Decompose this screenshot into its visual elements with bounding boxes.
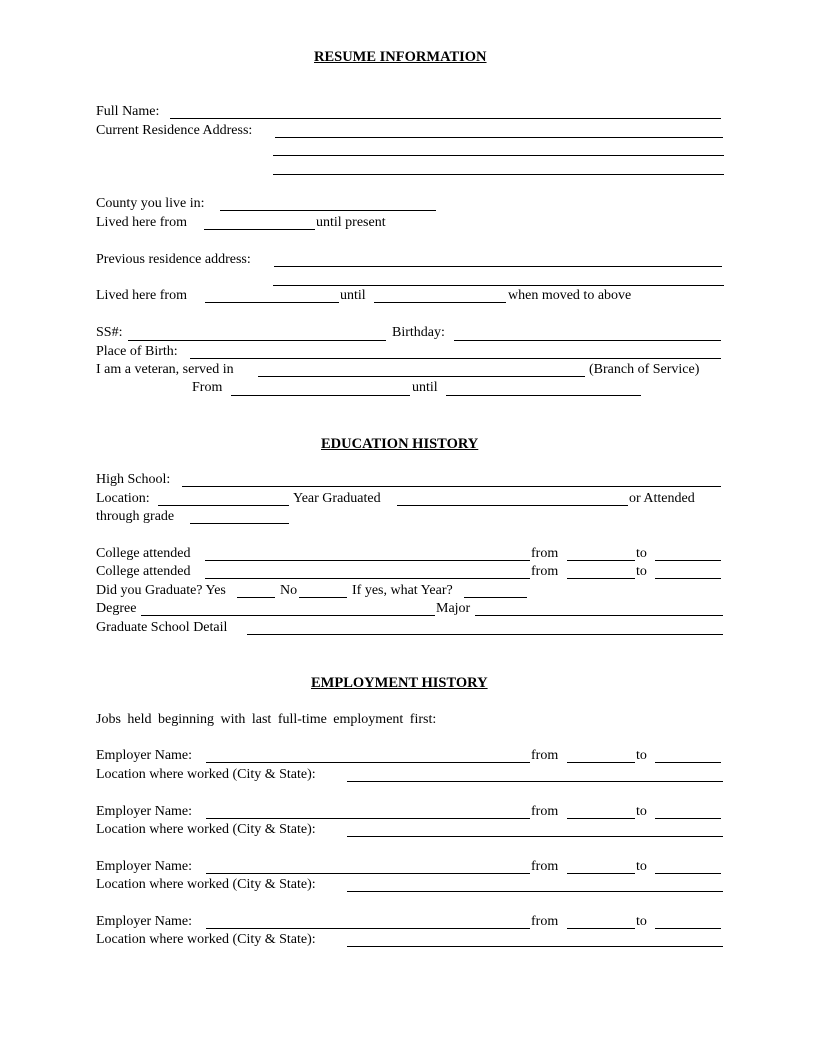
college2-field[interactable] [205,578,530,579]
until-present-label: until present [316,215,386,230]
employer2-location-label: Location where worked (City & State): [96,822,316,837]
resume-section-title: RESUME INFORMATION [314,49,487,65]
through-grade-field[interactable] [190,523,289,524]
county-field[interactable] [220,210,436,211]
college2-from-field[interactable] [567,578,635,579]
high-school-label: High School: [96,472,171,487]
birthday-field[interactable] [454,340,721,341]
veteran-label: I am a veteran, served in [96,362,234,377]
college1-to-field[interactable] [655,560,721,561]
employer1-location-field[interactable] [347,781,723,782]
employer2-name-label: Employer Name: [96,804,193,819]
employer3-from-label: from [531,859,559,874]
lived-from2-label: Lived here from [96,288,187,303]
college1-from-label: from [531,546,559,561]
college1-to-label: to [636,546,647,561]
employer1-location-label: Location where worked (City & State): [96,767,316,782]
degree-field[interactable] [141,615,435,616]
employer4-location-field[interactable] [347,946,723,947]
or-attended-label: or Attended [629,491,695,506]
service-from-field[interactable] [231,395,410,396]
college2-label: College attended [96,564,191,579]
did-graduate-label: Did you Graduate? Yes [96,583,226,598]
place-of-birth-field[interactable] [190,358,721,359]
employer1-name-label: Employer Name: [96,748,193,763]
lived-from-label: Lived here from [96,215,187,230]
hs-location-field[interactable] [158,505,289,506]
employer2-to-field[interactable] [655,818,721,819]
college1-label: College attended [96,546,191,561]
previous-address-label: Previous residence address: [96,252,251,267]
employer3-location-label: Location where worked (City & State): [96,877,316,892]
current-address-label: Current Residence Address: [96,123,253,138]
employer4-name-label: Employer Name: [96,914,193,929]
branch-label: (Branch of Service) [589,362,700,377]
graduate-yes-field[interactable] [237,597,275,598]
employer2-from-field[interactable] [567,818,635,819]
degree-label: Degree [96,601,137,616]
current-address-line-3[interactable] [273,174,724,175]
employer3-location-field[interactable] [347,891,723,892]
service-until-label: until [412,380,438,395]
employer1-to-label: to [636,748,647,763]
college1-field[interactable] [205,560,530,561]
previous-until-field[interactable] [374,302,506,303]
current-address-line-2[interactable] [273,155,724,156]
employer4-from-field[interactable] [567,928,635,929]
employer1-to-field[interactable] [655,762,721,763]
employer3-name-label: Employer Name: [96,859,193,874]
employer3-to-label: to [636,859,647,874]
service-until-field[interactable] [446,395,641,396]
employer3-name-field[interactable] [206,873,530,874]
birthday-label: Birthday: [392,325,445,340]
previous-address-line-2[interactable] [273,285,724,286]
employer1-from-label: from [531,748,559,763]
graduate-year-field[interactable] [464,597,527,598]
high-school-field[interactable] [182,486,721,487]
employer2-from-label: from [531,804,559,819]
until-label: until [340,288,366,303]
education-section-title: EDUCATION HISTORY [321,436,479,452]
when-moved-label: when moved to above [508,288,632,303]
major-label: Major [436,601,471,616]
full-name-field[interactable] [170,118,721,119]
branch-field[interactable] [258,376,585,377]
hs-location-label: Location: [96,491,150,506]
graduate-no-field[interactable] [299,597,347,598]
ssn-label: SS#: [96,325,123,340]
graduate-no-label: No [280,583,298,598]
employment-intro: Jobs held beginning with last full-time employment first: [96,712,437,727]
employer4-from-label: from [531,914,559,929]
full-name-label: Full Name: [96,104,160,119]
through-grade-label: through grade [96,509,175,524]
college2-from-label: from [531,564,559,579]
grad-school-label: Graduate School Detail [96,620,228,635]
college2-to-field[interactable] [655,578,721,579]
employer3-from-field[interactable] [567,873,635,874]
employer4-to-field[interactable] [655,928,721,929]
previous-from-field[interactable] [205,302,339,303]
employer2-location-field[interactable] [347,836,723,837]
if-yes-label: If yes, what Year? [352,583,453,598]
previous-address-line-1[interactable] [274,266,722,267]
service-from-label: From [192,380,223,395]
employment-section-title: EMPLOYMENT HISTORY [311,675,488,691]
year-graduated-field[interactable] [397,505,628,506]
county-label: County you live in: [96,196,205,211]
employer2-to-label: to [636,804,647,819]
grad-school-field[interactable] [247,634,723,635]
place-of-birth-label: Place of Birth: [96,344,178,359]
college1-from-field[interactable] [567,560,635,561]
employer4-location-label: Location where worked (City & State): [96,932,316,947]
employer1-from-field[interactable] [567,762,635,763]
employer4-to-label: to [636,914,647,929]
college2-to-label: to [636,564,647,579]
ssn-field[interactable] [128,340,386,341]
employer1-name-field[interactable] [206,762,530,763]
employer4-name-field[interactable] [206,928,530,929]
employer2-name-field[interactable] [206,818,530,819]
lived-from-field[interactable] [204,229,315,230]
employer3-to-field[interactable] [655,873,721,874]
year-graduated-label: Year Graduated [293,491,381,506]
major-field[interactable] [475,615,723,616]
current-address-line-1[interactable] [275,137,723,138]
